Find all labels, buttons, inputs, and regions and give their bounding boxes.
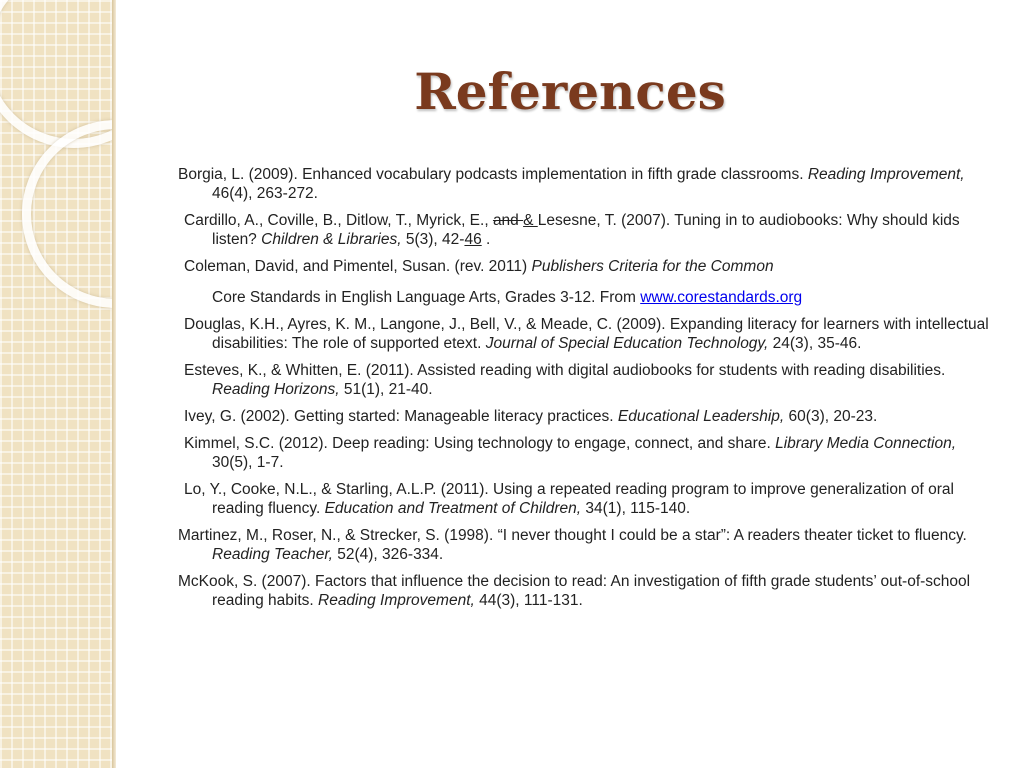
reference-text: Esteves, K., & Whitten, E. (2011). Assisted reading with digital audiobooks for students with reading disabilities. (184, 362, 946, 379)
journal-title: Core Standards in English Language Arts, Grades 3-12. (212, 289, 596, 306)
reference-citation: . (481, 231, 491, 248)
journal-title: Reading Horizons, (212, 381, 340, 398)
journal-title: Journal of Special Education Technology, (485, 335, 769, 352)
reference-item (178, 572, 993, 610)
journal-title: Reading Teacher, (212, 546, 333, 563)
reference-citation: 5(3), 42- (401, 231, 465, 248)
reference-citation: 30(5), 1-7. (212, 454, 284, 471)
reference-citation: 51(1), 21-40. (339, 381, 433, 398)
underlined-text: & (523, 212, 538, 229)
reference-item (178, 526, 993, 564)
reference-citation: 60(3), 20-23. (784, 408, 878, 425)
reference-item (178, 165, 993, 203)
reference-item (178, 480, 993, 518)
reference-text: From (595, 289, 641, 306)
reference-text: Kimmel, S.C. (2012). Deep reading: Using technology to engage, connect, and share. (184, 435, 776, 452)
underlined-text: 46 (464, 231, 482, 248)
journal-title: Reading Improvement, (807, 166, 965, 183)
reference-item (178, 407, 993, 426)
reference-citation: 46(4), 263-272. (212, 185, 318, 202)
reference-citation: 24(3), 35-46. (768, 335, 862, 352)
decorative-ring (22, 120, 112, 308)
journal-title: Education and Treatment of Children, (324, 500, 582, 517)
reference-text: Cardillo, A., Coville, B., Ditlow, T., Myrick, E., (184, 212, 493, 229)
corestandards-link[interactable]: www.corestandards.org (640, 289, 803, 306)
reference-text: Lesesne, T. (2007). Tuning in to audiobooks: Why should kids listen? (212, 212, 960, 248)
journal-title: Children & Libraries, (261, 231, 402, 248)
reference-item (178, 434, 993, 472)
reference-item (178, 361, 993, 399)
journal-title: Educational Leadership, (617, 408, 785, 425)
journal-title: Reading Improvement, (318, 592, 475, 609)
reference-text: Coleman, David, and Pimentel, Susan. (rev. 2011) (184, 258, 532, 275)
reference-citation: 34(1), 115-140. (581, 500, 691, 517)
reference-item (178, 257, 993, 276)
slide-title: References (414, 62, 726, 121)
reference-list (178, 165, 993, 618)
reference-item-continuation (178, 288, 993, 307)
reference-text: Ivey, G. (2002). Getting started: Manageable literacy practices. (184, 408, 618, 425)
reference-item (178, 315, 993, 353)
reference-citation: 52(4), 326-334. (332, 546, 444, 563)
decorative-side-band (0, 0, 112, 768)
reference-text: Douglas, K.H., Ayres, K. M., Langone, J., Bell, V., & Meade, C. (2009). Expanding literacy for learners with intellectual disabilities: The role of supported etext. (184, 316, 989, 352)
journal-title: Publishers Criteria for the Common (531, 258, 774, 275)
journal-title: Library Media Connection, (775, 435, 957, 452)
struck-text: and (492, 212, 524, 229)
reference-text: Lo, Y., Cooke, N.L., & Starling, A.L.P. (2011). Using a repeated reading program to improve generalization of oral reading fluency. (184, 481, 954, 517)
reference-item (178, 211, 993, 249)
reference-citation: 44(3), 111-131. (474, 592, 583, 609)
reference-text: Borgia, L. (2009). Enhanced vocabulary podcasts implementation in fifth grade classrooms. (178, 166, 808, 183)
reference-text: McKook, S. (2007). Factors that influence the decision to read: An investigation of fifth grade students’ out-of-school reading habits. (178, 573, 971, 609)
reference-text: Martinez, M., Roser, N., & Strecker, S. (1998). “I never thought I could be a star”: A readers theater ticket to fluency. (178, 527, 967, 544)
